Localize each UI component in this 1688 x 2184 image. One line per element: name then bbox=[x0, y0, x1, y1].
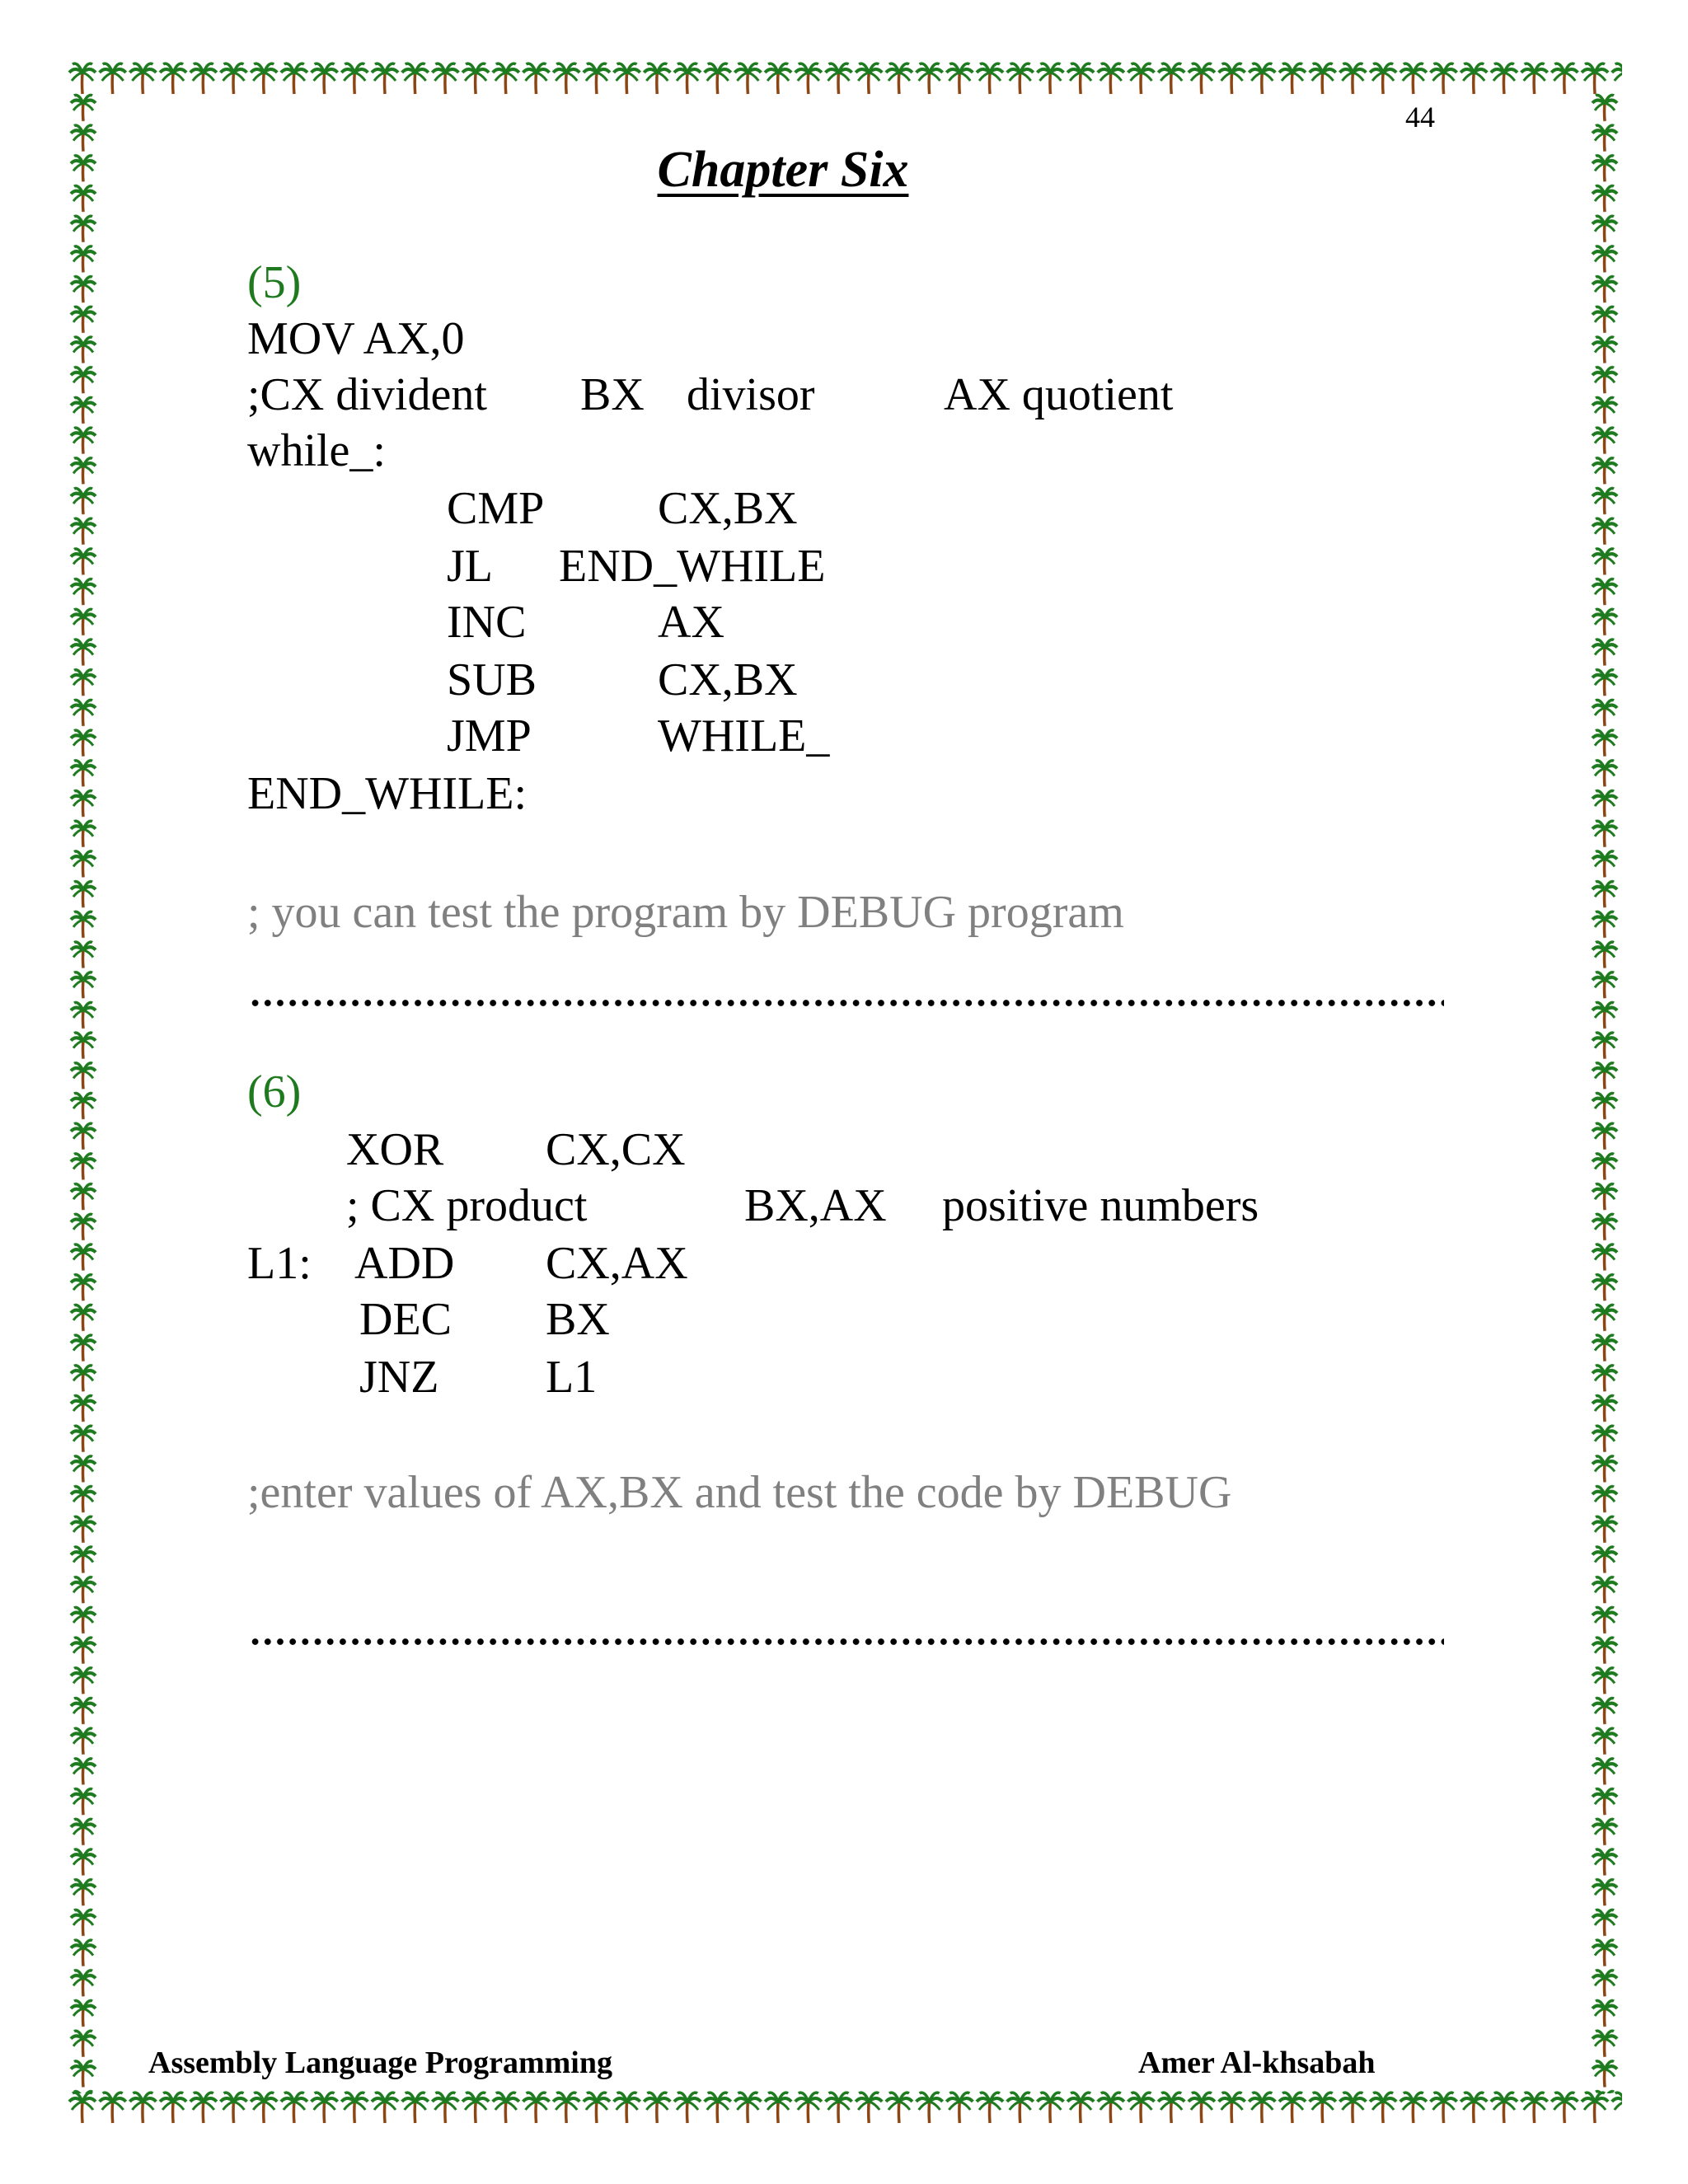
code-arg: CX,CX bbox=[546, 1124, 686, 1175]
page-border-bottom bbox=[68, 2090, 1622, 2125]
footer-book-title: Assembly Language Programming bbox=[148, 2046, 612, 2080]
comment-cx-product: ; CX product bbox=[346, 1180, 588, 1231]
page-border-top bbox=[68, 61, 1622, 96]
palm-tree-icon bbox=[68, 61, 1622, 96]
section-label: (5) bbox=[247, 257, 302, 308]
code-arg: END_WHILE bbox=[559, 541, 826, 592]
code-arg: CX,AX bbox=[546, 1238, 688, 1289]
code-op: JMP bbox=[447, 710, 532, 762]
palm-tree-icon bbox=[66, 92, 101, 2093]
code-op: CMP bbox=[447, 483, 545, 534]
page-border-right bbox=[1587, 92, 1622, 2093]
page-title: Chapter Six bbox=[657, 142, 909, 198]
section-divider bbox=[249, 1637, 1444, 1647]
code-op: JL bbox=[447, 541, 493, 592]
code-op: SUB bbox=[447, 654, 537, 705]
code-label-end-while: END_WHILE: bbox=[247, 768, 528, 819]
code-arg: CX,BX bbox=[658, 483, 798, 534]
comment-positive-numbers: positive numbers bbox=[942, 1180, 1259, 1231]
section-label: (6) bbox=[247, 1066, 302, 1118]
code-op: ADD bbox=[354, 1238, 455, 1289]
code-op: JNZ bbox=[359, 1352, 439, 1403]
section-divider bbox=[249, 998, 1444, 1008]
palm-tree-icon bbox=[68, 2090, 1622, 2125]
code-line-mov: MOV AX,0 bbox=[247, 313, 465, 364]
code-label-while: while_: bbox=[247, 425, 386, 476]
code-label-l1: L1: bbox=[247, 1238, 312, 1289]
footer-author: Amer Al-khsabah bbox=[1138, 2046, 1376, 2080]
comment-bx-ax: BX,AX bbox=[744, 1180, 887, 1231]
page-border-left bbox=[66, 92, 101, 2093]
code-op: XOR bbox=[346, 1124, 444, 1175]
code-arg: WHILE_ bbox=[658, 710, 830, 762]
comment-bx: BX bbox=[580, 369, 645, 420]
code-arg: BX bbox=[546, 1294, 610, 1345]
code-arg: L1 bbox=[546, 1352, 598, 1403]
code-arg: AX bbox=[658, 597, 724, 648]
code-op: DEC bbox=[359, 1294, 452, 1345]
page-number: 44 bbox=[1405, 101, 1435, 134]
comment-ax-quotient: AX quotient bbox=[944, 369, 1174, 420]
code-arg: CX,BX bbox=[658, 654, 798, 705]
palm-tree-icon bbox=[1587, 92, 1622, 2093]
code-op: INC bbox=[447, 597, 527, 648]
comment-note: ; you can test the program by DEBUG program bbox=[247, 887, 1124, 938]
comment-note: ;enter values of AX,BX and test the code by DEBUG bbox=[247, 1467, 1232, 1518]
comment-divisor: divisor bbox=[687, 369, 815, 420]
comment-cx-divident: ;CX divident bbox=[247, 369, 487, 420]
